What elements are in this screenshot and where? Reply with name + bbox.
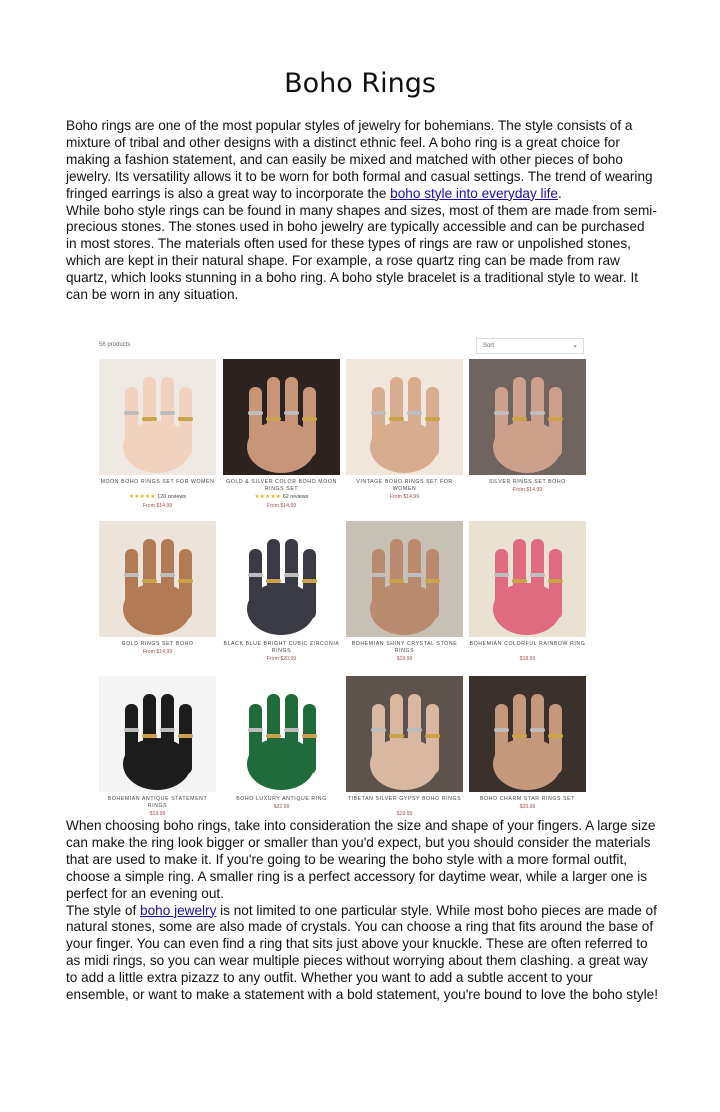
product-photo[interactable]: [346, 521, 463, 637]
product-price: $18.99: [519, 656, 536, 662]
product-card[interactable]: [346, 521, 463, 671]
product-card[interactable]: [469, 521, 586, 671]
hand-with-rings-image: [99, 521, 216, 637]
hand-with-rings-image: [346, 359, 463, 475]
product-name[interactable]: GOLD & SILVER COLOR BOHO MOON RINGS SET: [226, 479, 337, 492]
sizing-text: When choosing boho rings, take into consideration the size and shape of your fingers. A large size can make the ring look bigger or smaller than you'd expect, but you should consider the materials that are used to make it. If you're going to be wearing the boho style with a more formal outfit, choose a simple ring. A smaller ring is a perfect accessory for daytime wear, while a larger one is perfect for an evening out.: [66, 818, 656, 901]
page-title: Boho Rings: [284, 68, 436, 99]
product-card[interactable]: [99, 359, 216, 509]
product-name[interactable]: SILVER RINGS SET BOHO: [489, 479, 566, 485]
product-photo[interactable]: [99, 359, 216, 475]
product-photo[interactable]: [223, 676, 340, 792]
sort-label: Sort: [483, 343, 495, 349]
intro-text-end: .: [557, 185, 562, 201]
product-rating: [223, 494, 340, 500]
product-card[interactable]: [469, 676, 586, 826]
closing-paragraph: [66, 818, 658, 1004]
product-name[interactable]: BOHEMIAN ANTIQUE STATEMENT RINGS: [107, 796, 208, 809]
product-name[interactable]: BOHO CHARM STAR RINGS SET: [479, 796, 576, 802]
product-photo[interactable]: [469, 521, 586, 637]
product-photo[interactable]: [223, 521, 340, 637]
chevron-down-icon: ⌄: [572, 342, 578, 349]
product-price: From $14.99: [142, 503, 173, 509]
style-text-end: is not limited to one particular style. While most boho pieces are made of natural stones, some are also made of crystals. You can choose a ring that fits around the base of your finger. You can even find a ring that sits just above your knuckle. These are often referred to as midi rings, so you can wear multiple pieces without worrying about them clashing. a great way to add a little extra pizazz to any outfit. Whether you want to add a subtle accent to your ensemble, or want to make a statement with a bold statement, you're bound to love the boho style!: [66, 902, 658, 1003]
product-name[interactable]: MOON BOHO RINGS SET FOR WOMEN: [100, 479, 215, 485]
stones-text: While boho style rings can be found in many shapes and sizes, most of them are made from semi-precious stones. The stones used in boho jewelry are typically accessible and can be purchased in most stores. The materials often used for these types of rings are raw or unpolished stones, which are kept in their natural shape. For example, a rose quartz ring can be made from raw quartz, which looks stunning in a boho ring. A boho style bracelet is a traditional style to wear. It can be worn in any situation.: [66, 202, 657, 303]
product-photo[interactable]: [469, 359, 586, 475]
product-price: From $14.99: [266, 503, 297, 509]
star-icons: ★★★★★: [129, 494, 156, 500]
product-price: $20.99: [519, 804, 536, 810]
product-card[interactable]: [469, 359, 586, 509]
hand-with-rings-image: [346, 676, 463, 792]
hand-with-rings-image: [99, 359, 216, 475]
hand-with-rings-image: [469, 359, 586, 475]
product-name[interactable]: BOHO LUXURY ANTIQUE RING: [236, 796, 327, 802]
boho-style-link[interactable]: boho style into everyday life: [390, 185, 558, 201]
product-photo[interactable]: [469, 676, 586, 792]
product-card[interactable]: [223, 521, 340, 671]
product-price: From $14.99: [389, 494, 420, 500]
product-grid-header: [96, 336, 590, 356]
intro-paragraph: [66, 118, 658, 304]
product-name[interactable]: TIBETAN SILVER GYPSY BOHO RINGS: [347, 796, 462, 802]
product-photo[interactable]: [346, 676, 463, 792]
product-grid-screenshot: [96, 336, 590, 826]
product-price: From $14.99: [142, 649, 173, 655]
product-name[interactable]: VINTAGE BOHO RINGS SET FOR WOMEN: [356, 479, 453, 492]
boho-jewelry-link[interactable]: boho jewelry: [140, 902, 217, 918]
hand-with-rings-image: [223, 676, 340, 792]
product-card[interactable]: [99, 676, 216, 826]
hand-with-rings-image: [223, 359, 340, 475]
product-photo[interactable]: [99, 521, 216, 637]
review-count: 120 reviews: [155, 494, 186, 500]
product-price: From $20.99: [266, 656, 297, 662]
product-price: $22.99: [273, 804, 290, 810]
product-card[interactable]: [223, 359, 340, 509]
product-photo[interactable]: [223, 359, 340, 475]
review-count: 62 reviews: [281, 494, 309, 500]
style-text: The style of: [66, 902, 141, 918]
product-card[interactable]: [346, 359, 463, 509]
product-price: $19.99: [396, 656, 413, 662]
hand-with-rings-image: [469, 521, 586, 637]
sort-select[interactable]: [476, 338, 584, 354]
product-rating: [99, 494, 216, 500]
hand-with-rings-image: [469, 676, 586, 792]
hand-with-rings-image: [99, 676, 216, 792]
product-price: $19.99: [149, 811, 166, 817]
product-name[interactable]: BOHEMIAN SHINY CRYSTAL STONE RINGS: [351, 641, 458, 654]
product-card[interactable]: [99, 521, 216, 671]
hand-with-rings-image: [346, 521, 463, 637]
product-name[interactable]: GOLD RINGS SET BOHO: [121, 641, 194, 647]
product-count: 56 products: [99, 342, 131, 348]
star-icons: ★★★★★: [254, 494, 282, 500]
product-photo[interactable]: [346, 359, 463, 475]
product-card[interactable]: [223, 676, 340, 826]
product-name[interactable]: BOHEMIAN COLORFUL RAINBOW RING: [469, 641, 586, 647]
product-price: $19.99: [396, 811, 413, 817]
hand-with-rings-image: [223, 521, 340, 637]
product-name[interactable]: BLACK BLUE BRIGHT CUBIC ZIRCONIA RINGS: [223, 641, 340, 654]
intro-text: Boho rings are one of the most popular styles of jewelry for bohemians. The style consists of a mixture of tribal and other designs with a distinct ethnic feel. A boho ring is a great choice for making a fashion statement, and can easily be mixed and matched with other pieces of boho jewelry. Its versatility allows it to be worn for both formal and casual settings. The trend of wearing fringed earrings is also a great way to incorporate the: [66, 118, 653, 201]
product-photo[interactable]: [99, 676, 216, 792]
product-price: From $14.99: [512, 487, 543, 493]
product-card[interactable]: [346, 676, 463, 826]
